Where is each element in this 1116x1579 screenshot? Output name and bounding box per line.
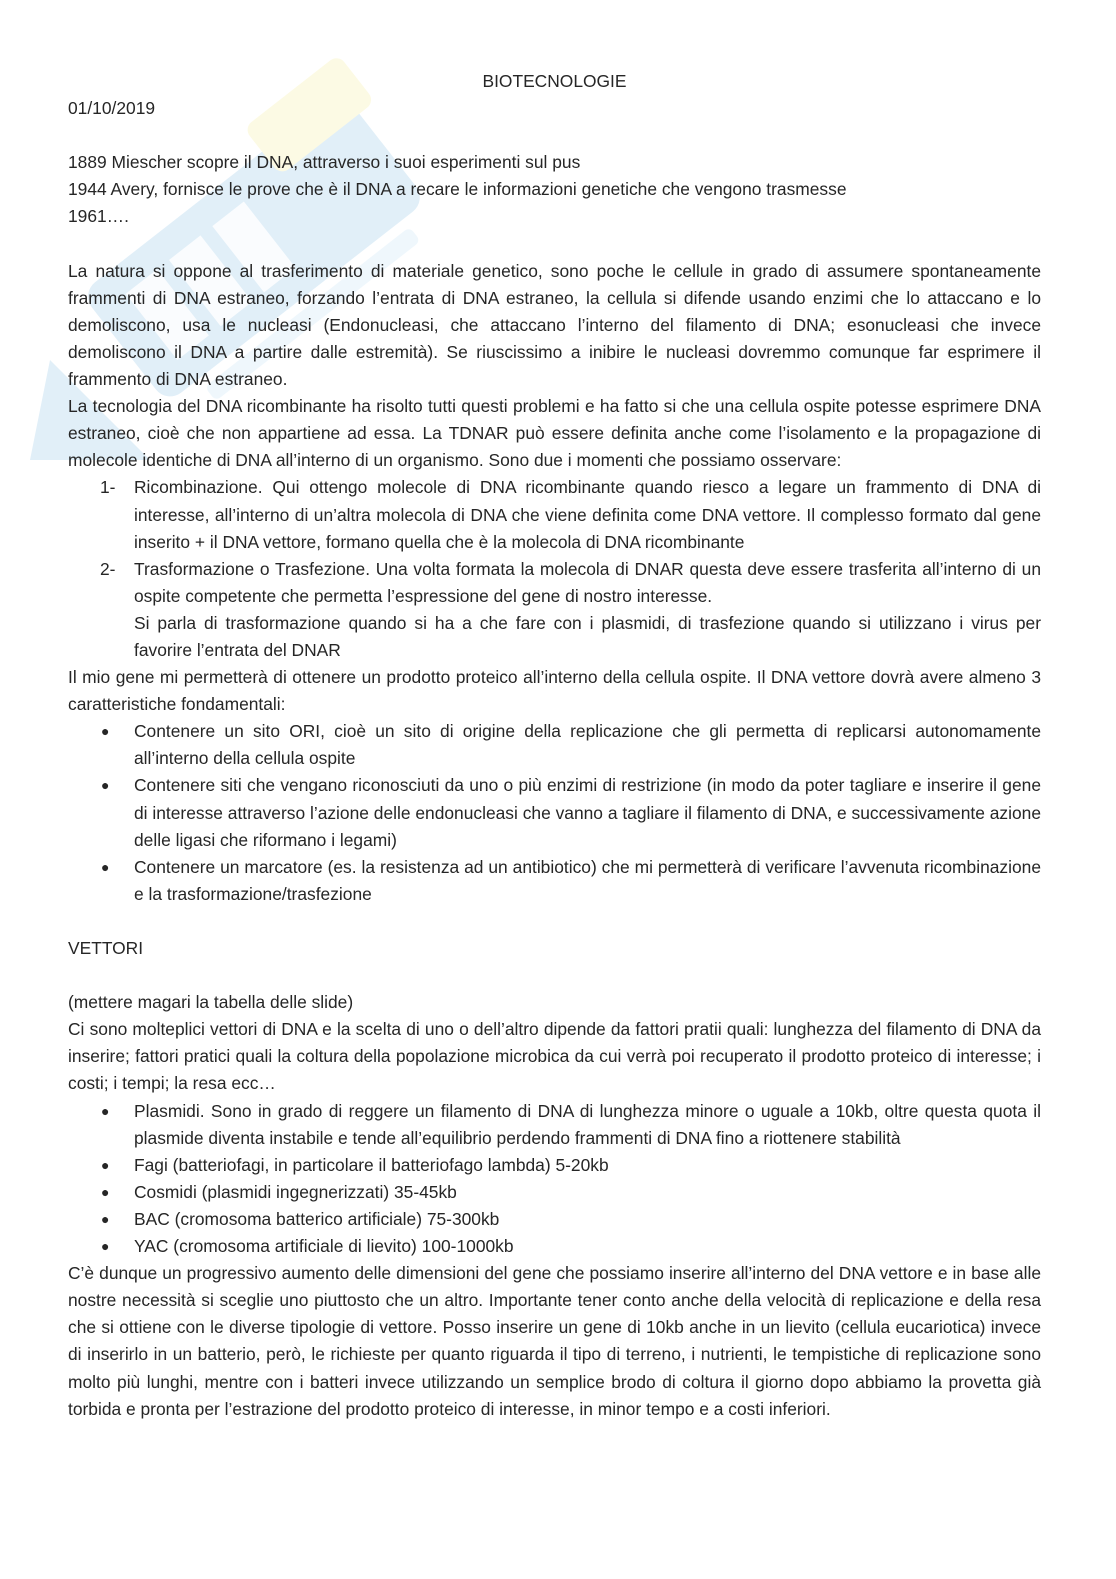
bullet-icon: ● [101,723,110,740]
bullet-icon: ● [101,858,110,875]
timeline-entry: 1889 Miescher scopre il DNA, attraverso i suoi esperimenti sul pus [68,152,581,173]
steps-list [68,474,1041,664]
vector-type-text: Plasmidi. Sono in grado di reggere un filamento di DNA di lunghezza minore o uguale a 10kb, oltre questa quota il plasmide diventa instabile e tende all’equilibrio perdendo frammenti di DNA fino a riottenere stabilità [134,1100,1041,1148]
feature-item [68,718,1041,772]
bullet-icon: ● [101,1183,110,1200]
vector-type-item [68,1152,1041,1179]
vector-type-item [68,1179,1041,1206]
timeline-entry: 1961…. [68,206,129,227]
choice-paragraph: Ci sono molteplici vettori di DNA e la scelta di uno o dell’altro dipende da fattori pratii quali: lunghezza del filamento di DNA da inserire; fattori pratici quali la coltura della popolazione microbica da cui verrà poi recuperato il prodotto proteico di interesse; i costi; i tempi; la resa ecc… [68,1019,1041,1094]
feature-text: Contenere un marcatore (es. la resistenza ad un antibiotico) che mi permetterà di verificare l’avvenuta ricombinazione e la trasformazione/trasfezione [134,856,1041,904]
vector-type-text: BAC (cromosoma batterico artificiale) 75-300kb [134,1208,500,1229]
step-extra-text: Si parla di trasformazione quando si ha a che fare con i plasmidi, di trasfezione quando si utilizzano i virus per favorire l’entrata del DNAR [134,612,1041,660]
step-item [68,474,1041,555]
vector-type-text: YAC (cromosoma artificiale di lievito) 100-1000kb [134,1236,514,1257]
vector-type-item [68,1098,1041,1152]
vector-paragraph: Il mio gene mi permetterà di ottenere un prodotto proteico all’interno della cellula ospite. Il DNA vettore dovrà avere almeno 3 caratteristiche fondamentali: [68,667,1041,715]
feature-text: Contenere un sito ORI, cioè un sito di origine della replicazione che gli permetta di replicarsi autonomamente all’interno della cellula ospite [134,721,1041,769]
document-title: BIOTECNOLOGIE [482,71,627,91]
document-page [68,68,1041,1423]
features-list [68,718,1041,908]
vector-type-item [68,1206,1041,1233]
feature-text: Contenere siti che vengano riconosciuti da uno o più enzimi di restrizione (in modo da poter tagliare e inserire il gene di interesse attraverso l’azione delle endonucleasi che vanno a tagliare il filamento di DNA, e successivamente azione delle ligasi che riformano i legami) [134,775,1041,850]
vector-type-text: Fagi (batteriofagi, in particolare il batteriofago lambda) 5-20kb [134,1154,609,1175]
document-date: 01/10/2019 [68,98,156,119]
step-item [68,556,1041,664]
bullet-icon: ● [101,777,110,794]
step-text: Ricombinazione. Qui ottengo molecole di DNA ricombinante quando riesco a legare un frammento di DNA di interesse, all’interno di un’altra molecola di DNA che viene definita come DNA vettore. Il complesso formato dal gene inserito + il DNA vettore, formano quella che è la molecola di DNA ricombinante [134,477,1041,552]
intro-paragraph: La natura si oppone al trasferimento di materiale genetico, sono poche le cellule in grado di assumere spontaneamente frammenti di DNA estraneo, forzando l’entrata di DNA estraneo, la cellula si difende usando enzimi che lo attaccano e lo demoliscono, usa le nucleasi (Endonucleasi, che attaccano l’interno del filamento di DNA; esonucleasi che invece demoliscono il DNA a partire dalle estremità). Se riuscissimo a inibire le nucleasi dovremmo comunque far esprimere il frammento di DNA estraneo. [68,260,1041,390]
section-heading: VETTORI [68,938,144,958]
closing-paragraph: C’è dunque un progressivo aumento delle dimensioni del gene che possiamo inserire all’interno del DNA vettore e in base alle nostre necessità si sceglie uno piuttosto che un altro. Importante tener conto anche della velocità di replicazione e della resa che si ottiene con le diverse tipologie di vettore. Posso inserire un gene di 10kb anche in un lievito (cellula eucariotica) invece di inserirlo in un batterio, però, le richieste per quanto riguarda il tipo di terreno, i nutrienti, le tempistiche di replicazione sono molto più lunghi, mentre con i batteri invece utilizzando un semplice brodo di coltura il giorno dopo abbiamo la provetta già torbida e pronta per l’estrazione del prodotto proteico di interesse, in minor tempo e a costi inferiori. [68,1263,1041,1419]
feature-item [68,854,1041,908]
note-text: (mettere magari la tabella delle slide) [68,992,354,1013]
tdnar-paragraph: La tecnologia del DNA ricombinante ha risolto tutti questi problemi e ha fatto si che una cellula ospite potesse esprimere DNA estraneo, cioè che non appartiene ad essa. La TDNAR può essere definita anche come l’isolamento e la propagazione di molecole identiche di DNA all’interno di un organismo. Sono due i momenti che possiamo osservare: [68,396,1041,471]
vector-type-item [68,1233,1041,1260]
vector-types-list [68,1098,1041,1261]
timeline-block [68,149,1041,230]
step-text: Trasformazione o Trasfezione. Una volta formata la molecola di DNAR questa deve essere trasferita all’interno di un ospite competente che permetta l’espressione del gene di nostro interesse. [134,558,1041,606]
bullet-icon: ● [101,1210,110,1227]
bullet-icon: ● [101,1238,110,1255]
feature-item [68,772,1041,853]
step-marker: 1- [100,477,116,498]
bullet-icon: ● [101,1156,110,1173]
vector-type-text: Cosmidi (plasmidi ingegnerizzati) 35-45kb [134,1181,457,1202]
bullet-icon: ● [101,1102,110,1119]
timeline-entry: 1944 Avery, fornisce le prove che è il DNA a recare le informazioni genetiche che vengono trasmesse [68,179,847,200]
step-marker: 2- [100,558,116,579]
